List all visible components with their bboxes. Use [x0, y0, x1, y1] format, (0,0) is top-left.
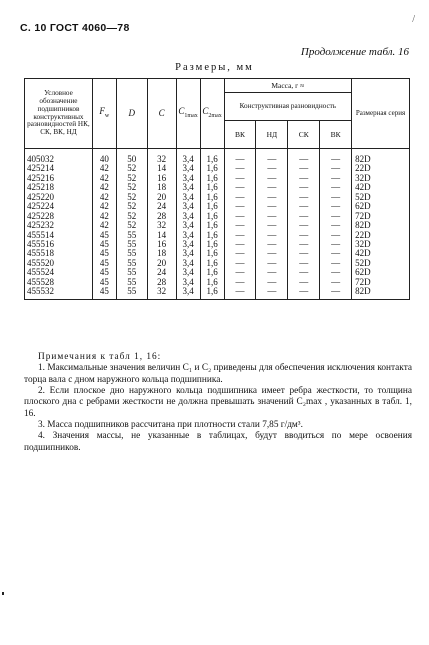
cell-c1: 3,4 [176, 193, 200, 202]
cell-c2: 1,6 [200, 149, 224, 165]
cell-series: 52D [352, 259, 410, 268]
cell-code: 425214 [25, 164, 93, 173]
cell-series: 22D [352, 164, 410, 173]
cell-m4: — [320, 268, 352, 277]
cell-m1: — [224, 183, 256, 192]
cell-code: 455520 [25, 259, 93, 268]
cell-m1: — [224, 164, 256, 173]
cell-c2: 1,6 [200, 278, 224, 287]
cell-m4: — [320, 174, 352, 183]
cell-d: 55 [116, 268, 147, 277]
header-c1max: $C_{1max}$ [176, 79, 200, 149]
cell-c2: 1,6 [200, 164, 224, 173]
cell-code: 425218 [25, 183, 93, 192]
cell-m1: — [224, 174, 256, 183]
cell-m1: — [224, 202, 256, 211]
header-mass: Масса, г ≈ [224, 79, 352, 93]
cell-c: 24 [147, 268, 176, 277]
cell-series: 72D [352, 212, 410, 221]
cell-c2: 1,6 [200, 183, 224, 192]
cell-fw: 42 [92, 174, 116, 183]
cell-m2: — [256, 212, 288, 221]
cell-d: 55 [116, 249, 147, 258]
dimensions-caption: Размеры, мм [175, 62, 254, 73]
cell-m1: — [224, 149, 256, 165]
cell-d: 55 [116, 259, 147, 268]
cell-series: 32D [352, 174, 410, 183]
cell-code: 455524 [25, 268, 93, 277]
cell-m1: — [224, 287, 256, 299]
cell-m4: — [320, 240, 352, 249]
notes-title: Примечания к табл 1, 16: [38, 352, 162, 362]
cell-series: 32D [352, 240, 410, 249]
cell-m4: — [320, 183, 352, 192]
cell-m2: — [256, 240, 288, 249]
cell-c1: 3,4 [176, 174, 200, 183]
cell-code: 425224 [25, 202, 93, 211]
cell-m3: — [288, 231, 320, 240]
cell-m3: — [288, 259, 320, 268]
cell-m3: — [288, 240, 320, 249]
cell-c1: 3,4 [176, 287, 200, 299]
cell-m4: — [320, 193, 352, 202]
cell-d: 52 [116, 164, 147, 173]
note-2: 2. Если плоское дно наружного кольца подшипника имеет ребра жесткости, то толщина плоского дна с ребрами жесткости не должна превышать значений C₂max , указанных в табл. 1, 16. [24, 385, 412, 419]
cell-fw: 42 [92, 202, 116, 211]
cell-d: 52 [116, 174, 147, 183]
header-c2max: $C_{2max}$ [200, 79, 224, 149]
cell-d: 55 [116, 287, 147, 299]
cell-c: 32 [147, 149, 176, 165]
cell-c1: 3,4 [176, 231, 200, 240]
cell-c2: 1,6 [200, 240, 224, 249]
cell-series: 82D [352, 221, 410, 230]
cell-c1: 3,4 [176, 149, 200, 165]
cell-series: 52D [352, 193, 410, 202]
note-4: 4. Значения массы, не указанные в таблицах, будут вводиться по мере освоения подшипников. [24, 431, 412, 453]
cell-m3: — [288, 212, 320, 221]
page-title: С. 10 ГОСТ 4060—78 [20, 22, 130, 34]
cell-c1: 3,4 [176, 249, 200, 258]
cell-series: 72D [352, 278, 410, 287]
cell-m3: — [288, 287, 320, 299]
cell-code: 425228 [25, 212, 93, 221]
cell-m3: — [288, 202, 320, 211]
cell-c: 16 [147, 240, 176, 249]
cell-d: 55 [116, 240, 147, 249]
cell-m2: — [256, 221, 288, 230]
cell-code: 455518 [25, 249, 93, 258]
cell-c2: 1,6 [200, 174, 224, 183]
cell-m4: — [320, 221, 352, 230]
cell-c1: 3,4 [176, 202, 200, 211]
cell-fw: 45 [92, 231, 116, 240]
cell-c: 24 [147, 202, 176, 211]
table-continuation-title: Продолжение табл. 16 [300, 46, 409, 58]
cell-c1: 3,4 [176, 278, 200, 287]
cell-m2: — [256, 231, 288, 240]
cell-c1: 3,4 [176, 240, 200, 249]
table-row [25, 149, 410, 165]
cell-fw: 42 [92, 193, 116, 202]
cell-c: 14 [147, 164, 176, 173]
cell-c: 20 [147, 259, 176, 268]
cell-fw: 42 [92, 221, 116, 230]
cell-fw: 40 [92, 149, 116, 165]
cell-c1: 3,4 [176, 268, 200, 277]
cell-series: 82D [352, 149, 410, 165]
header-fw: $F_w$ [92, 79, 116, 149]
cell-m3: — [288, 221, 320, 230]
cell-c2: 1,6 [200, 249, 224, 258]
note-1: 1. Максимальные значения величин C₁ и C₂ приведены для обеспечения исключения контакта торца вала с дном наружного кольца подшипника. [24, 363, 412, 385]
bearing-dimensions-table [24, 78, 410, 300]
cell-fw: 45 [92, 259, 116, 268]
cell-d: 52 [116, 193, 147, 202]
cell-fw: 42 [92, 212, 116, 221]
corner-mark: / [412, 14, 415, 25]
cell-c: 28 [147, 278, 176, 287]
cell-m2: — [256, 164, 288, 173]
cell-m2: — [256, 278, 288, 287]
header-c: C [147, 79, 176, 149]
cell-c1: 3,4 [176, 221, 200, 230]
header-nd: НД [256, 121, 288, 149]
cell-m1: — [224, 221, 256, 230]
cell-series: 42D [352, 183, 410, 192]
cell-m1: — [224, 278, 256, 287]
header-d: D [116, 79, 147, 149]
cell-code: 405032 [25, 149, 93, 165]
cell-m1: — [224, 249, 256, 258]
cell-m4: — [320, 164, 352, 173]
cell-c2: 1,6 [200, 202, 224, 211]
header-sk: СК [288, 121, 320, 149]
cell-m1: — [224, 212, 256, 221]
cell-m3: — [288, 174, 320, 183]
cell-c2: 1,6 [200, 193, 224, 202]
page-header [20, 14, 415, 38]
cell-m1: — [224, 240, 256, 249]
header-vk-1: ВК [224, 121, 256, 149]
cell-c2: 1,6 [200, 268, 224, 277]
cell-m2: — [256, 174, 288, 183]
cell-c1: 3,4 [176, 164, 200, 173]
cell-c: 20 [147, 193, 176, 202]
table-body [25, 149, 410, 300]
cell-m1: — [224, 231, 256, 240]
cell-c: 32 [147, 221, 176, 230]
cell-code: 455532 [25, 287, 93, 299]
cell-code: 455514 [25, 231, 93, 240]
cell-m3: — [288, 164, 320, 173]
cell-code: 455516 [25, 240, 93, 249]
cell-m2: — [256, 249, 288, 258]
cell-m3: — [288, 193, 320, 202]
cell-m2: — [256, 268, 288, 277]
cell-fw: 42 [92, 183, 116, 192]
cell-c2: 1,6 [200, 259, 224, 268]
cell-c1: 3,4 [176, 212, 200, 221]
cell-fw: 45 [92, 278, 116, 287]
cell-series: 62D [352, 202, 410, 211]
cell-m4: — [320, 149, 352, 165]
cell-m3: — [288, 183, 320, 192]
cell-c: 14 [147, 231, 176, 240]
cell-m1: — [224, 268, 256, 277]
cell-series: 62D [352, 268, 410, 277]
cell-m3: — [288, 249, 320, 258]
cell-code: 425220 [25, 193, 93, 202]
cell-m4: — [320, 231, 352, 240]
cell-d: 55 [116, 231, 147, 240]
cell-series: 42D [352, 249, 410, 258]
cell-series: 82D [352, 287, 410, 299]
margin-mark [2, 592, 4, 595]
cell-c: 16 [147, 174, 176, 183]
cell-c2: 1,6 [200, 212, 224, 221]
header-designation: Условное обозначение подшипников конструктивных разновидностей НК, СК, ВК, НД [25, 79, 93, 149]
cell-m2: — [256, 183, 288, 192]
cell-m4: — [320, 249, 352, 258]
header-vk-2: ВК [320, 121, 352, 149]
cell-d: 50 [116, 149, 147, 165]
cell-m4: — [320, 212, 352, 221]
cell-d: 55 [116, 278, 147, 287]
cell-m1: — [224, 193, 256, 202]
cell-m2: — [256, 202, 288, 211]
cell-m4: — [320, 259, 352, 268]
cell-m3: — [288, 278, 320, 287]
notes-section [24, 352, 412, 454]
cell-fw: 42 [92, 164, 116, 173]
cell-c2: 1,6 [200, 287, 224, 299]
cell-m3: — [288, 268, 320, 277]
cell-c2: 1,6 [200, 221, 224, 230]
cell-c: 32 [147, 287, 176, 299]
cell-m2: — [256, 259, 288, 268]
cell-m4: — [320, 202, 352, 211]
cell-d: 52 [116, 183, 147, 192]
cell-c1: 3,4 [176, 183, 200, 192]
cell-m1: — [224, 259, 256, 268]
note-3: 3. Масса подшипников рассчитана при плотности стали 7,85 г/дм³. [38, 419, 303, 430]
cell-m4: — [320, 287, 352, 299]
cell-d: 52 [116, 202, 147, 211]
cell-code: 455528 [25, 278, 93, 287]
cell-fw: 45 [92, 240, 116, 249]
cell-fw: 45 [92, 268, 116, 277]
cell-series: 22D [352, 231, 410, 240]
cell-code: 425232 [25, 221, 93, 230]
cell-fw: 45 [92, 249, 116, 258]
cell-c1: 3,4 [176, 259, 200, 268]
cell-c: 18 [147, 249, 176, 258]
cell-c2: 1,6 [200, 231, 224, 240]
cell-fw: 45 [92, 287, 116, 299]
cell-c: 28 [147, 212, 176, 221]
cell-c: 18 [147, 183, 176, 192]
cell-m2: — [256, 193, 288, 202]
table-row [25, 287, 410, 299]
header-series: Размерная серия [352, 79, 410, 149]
cell-m2: — [256, 287, 288, 299]
cell-m3: — [288, 149, 320, 165]
cell-d: 52 [116, 221, 147, 230]
cell-m2: — [256, 149, 288, 165]
cell-d: 52 [116, 212, 147, 221]
cell-code: 425216 [25, 174, 93, 183]
cell-m4: — [320, 278, 352, 287]
header-construct: Конструктивная разновидность [224, 93, 352, 121]
